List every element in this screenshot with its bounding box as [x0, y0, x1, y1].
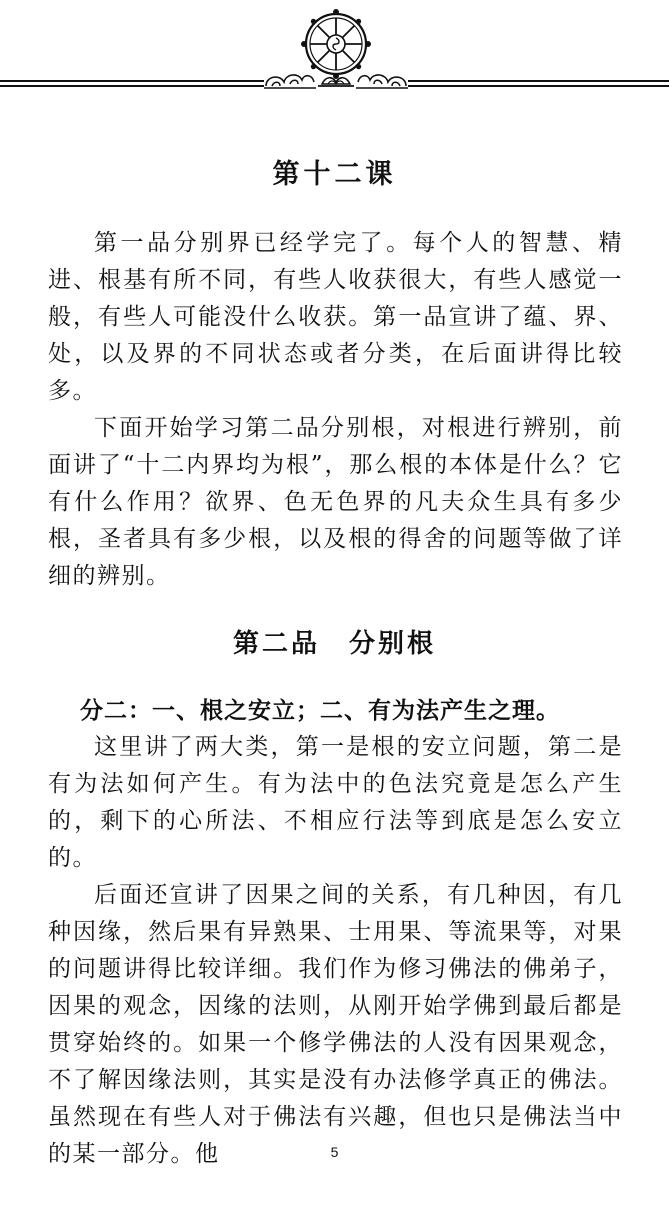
section-paragraph-1: 这里讲了两大类，第一是根的安立问题，第二是有为法如何产生。有为法中的色法究竟是怎么产生的，剩下的心所法、不相应行法等到底是怎么安立的。 [48, 734, 623, 871]
section-heading: 分二：一、根之安立；二、有为法产生之理。 [80, 697, 560, 724]
section-text [48, 729, 623, 1173]
intro-text [48, 225, 623, 595]
lesson-title: 第十二课 [272, 159, 397, 191]
dharma-wheel-icon [258, 4, 414, 104]
chapter-title: 第二品 分别根 [232, 628, 436, 659]
section-paragraph-2: 后面还宣讲了因果之间的关系，有几种因，有几种因缘，然后果有异熟果、士用果、等流果等，对果的问题讲得比较详细。我们作为修习佛法的佛弟子，因果的观念，因缘的法则，从刚开始学佛到最后都是贯穿始终的。如果一个修学佛法的人没有因果观念，不了解因缘法则，其实是没有办法修学真正的佛法。虽然现在有些人对于佛法有兴趣，但也只是佛法当中的某一部分。他 [48, 882, 623, 1167]
page-header [0, 0, 669, 100]
page-number: 5 [330, 1144, 339, 1160]
intro-paragraph-2: 下面开始学习第二品分别根，对根进行辨别，前面讲了“十二内界均为根”，那么根的本体是什么？它有什么作用？欲界、色无色界的凡夫众生具有多少根，圣者具有多少根，以及根的得舍的问题等做了详细的辨别。 [48, 415, 623, 589]
intro-paragraph-1: 第一品分别界已经学完了。每个人的智慧、精进、根基有所不同，有些人收获很大，有些人感觉一般，有些人可能没什么收获。第一品宣讲了蕴、界、处，以及界的不同状态或者分类，在后面讲得比较多。 [48, 230, 623, 404]
